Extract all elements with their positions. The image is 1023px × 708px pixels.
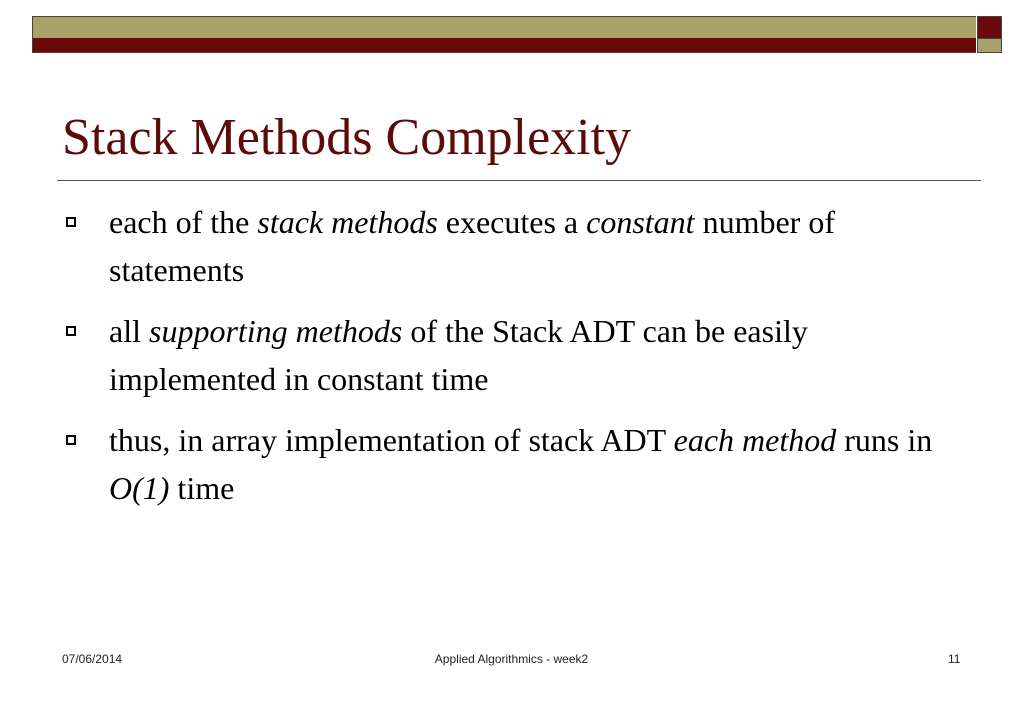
bullet-text-italic: constant <box>586 204 695 240</box>
bullet-text: runs in <box>836 422 933 458</box>
header-band-maroon <box>32 38 976 53</box>
title-divider <box>57 180 981 181</box>
header-corner-olive <box>977 38 1002 53</box>
bullet-item <box>62 416 962 512</box>
square-bullet-icon <box>66 217 76 227</box>
footer-date: 07/06/2014 <box>62 652 123 666</box>
bullet-text: number of statements <box>109 204 835 288</box>
footer-course: Applied Algorithmics - week2 <box>434 652 589 666</box>
square-bullet-icon <box>66 435 76 445</box>
slide-title: Stack Methods Complexity <box>62 109 632 166</box>
bullet-text: each of the <box>109 204 258 240</box>
bullet-item <box>62 307 962 403</box>
bullet-text-italic: O(1) <box>109 470 170 506</box>
bullet-text-italic: supporting methods <box>148 313 403 349</box>
header-band-olive <box>32 16 976 38</box>
bullet-text: time <box>169 470 235 506</box>
bullet-text-italic: stack methods <box>257 204 438 240</box>
bullet-item <box>62 198 962 294</box>
bullet-text-italic: each method <box>673 422 837 458</box>
header-corner-maroon <box>977 16 1002 38</box>
bullet-text: thus, in array implementation of stack ADT <box>109 422 674 458</box>
bullet-text: executes a <box>437 204 587 240</box>
bullet-text: of the Stack ADT can be easily implemented in constant time <box>109 313 808 397</box>
bullet-text: all <box>109 313 149 349</box>
square-bullet-icon <box>66 326 76 336</box>
bullet-list <box>62 198 962 525</box>
footer-page-number: 11 <box>948 652 961 666</box>
